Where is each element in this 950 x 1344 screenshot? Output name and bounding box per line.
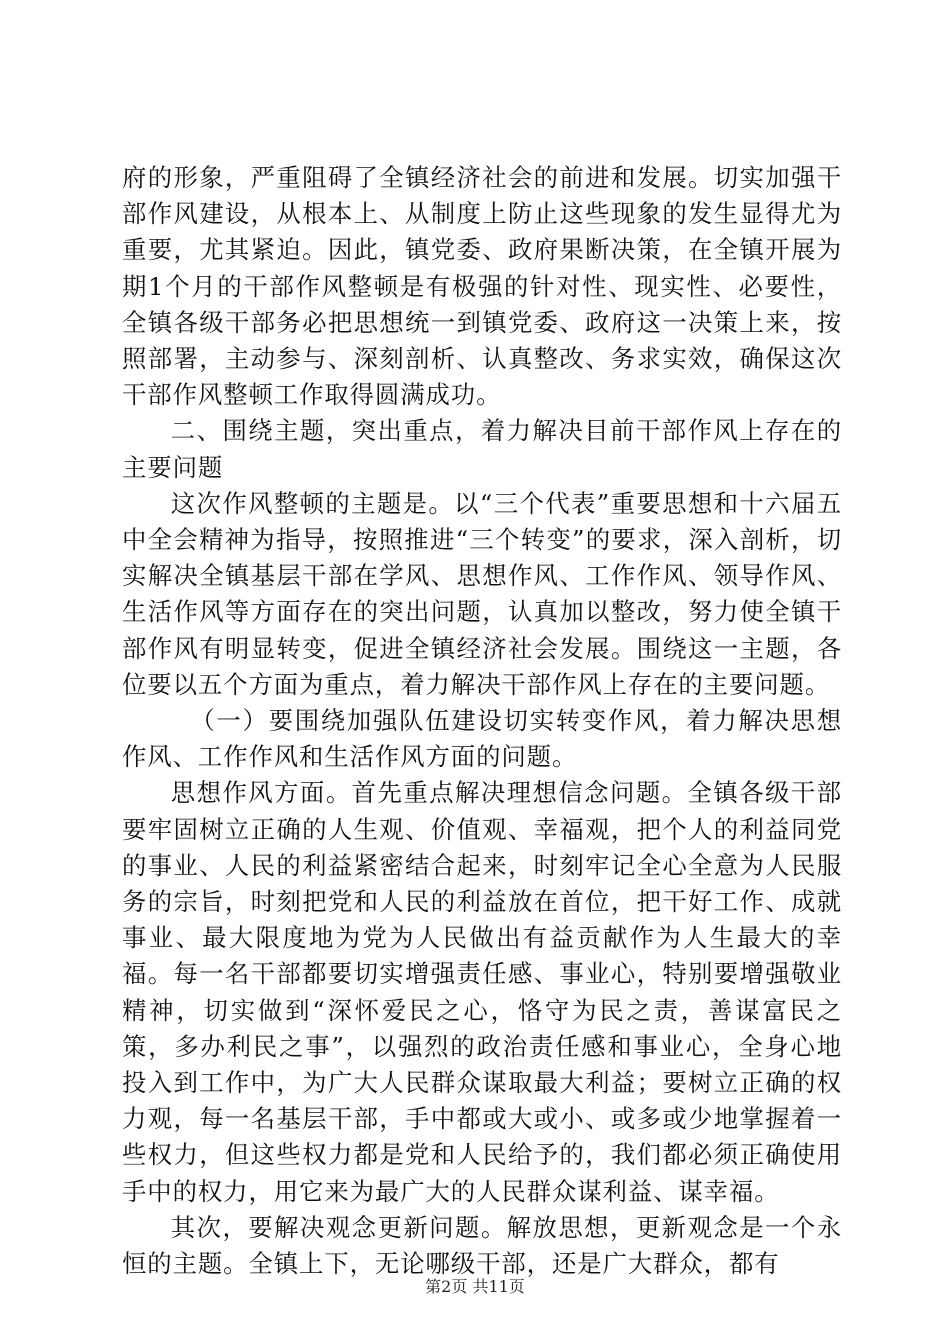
subsection-heading-1: （一）要围绕加强队伍建设切实转变作风，着力解决思想作风、工作作风和生活作风方面的问题。 [122, 706, 842, 772]
section-heading-2: 二、围绕主题，突出重点，着力解决目前干部作风上存在的主要问题 [122, 416, 842, 482]
page-footer: 第2页 共11页 [425, 1277, 525, 1296]
document-body [122, 160, 842, 1282]
paragraph-theme: 这次作风整顿的主题是。以“三个代表”重要思想和十六届五中全会精神为指导，按照推进“三个转变”的要求，深入剖析，切实解决全镇基层干部在学风、思想作风、工作作风、领导作风、生活作风等方面存在的突出问题，认真加以整改，努力使全镇干部作风有明显转变，促进全镇经济社会发展。围绕这一主题，各位要以五个方面为重点，着力解决干部作风上存在的主要问题。 [122, 488, 842, 699]
paragraph-continuation: 府的形象，严重阻碍了全镇经济社会的前进和发展。切实加强干部作风建设，从根本上、从制度上防止这些现象的发生显得尤为重要，尤其紧迫。因此，镇党委、政府果断决策，在全镇开展为期1个月的干部作风整顿是有极强的针对性、现实性、必要性，全镇各级干部务必把思想统一到镇党委、政府这一决策上来，按照部署，主动参与、深刻剖析、认真整改、务求实效，确保这次干部作风整顿工作取得圆满成功。 [122, 163, 842, 410]
paragraph-concept-update: 其次，要解决观念更新问题。解放思想，更新观念是一个永恒的主题。全镇上下，无论哪级干部，还是广大群众，都有 [122, 1212, 842, 1279]
paragraph-ideological-style: 思想作风方面。首先重点解决理想信念问题。全镇各级干部要牢固树立正确的人生观、价值观、幸福观，把个人的利益同党的事业、人民的利益紧密结合起来，时刻牢记全心全意为人民服务的宗旨，时刻把党和人民的利益放在首位，把干好工作、成就事业、最大限度地为党为人民做出有益贡献作为人生最大的幸福。每一名干部都要切实增强责任感、事业心，特别要增强敬业精神，切实做到“深怀爱民之心，恪守为民之责，善谋富民之策，多办利民之事”，以强烈的政治责任感和事业心，全身心地投入到工作中，为广大人民群众谋取最大利益；要树立正确的权力观，每一名基层干部，手中都或大或小、或多或少地掌握着一些权力，但这些权力都是党和人民给予的，我们都必须正确使用手中的权力，用它来为最广大的人民群众谋利益、谋幸福。 [122, 778, 842, 1206]
